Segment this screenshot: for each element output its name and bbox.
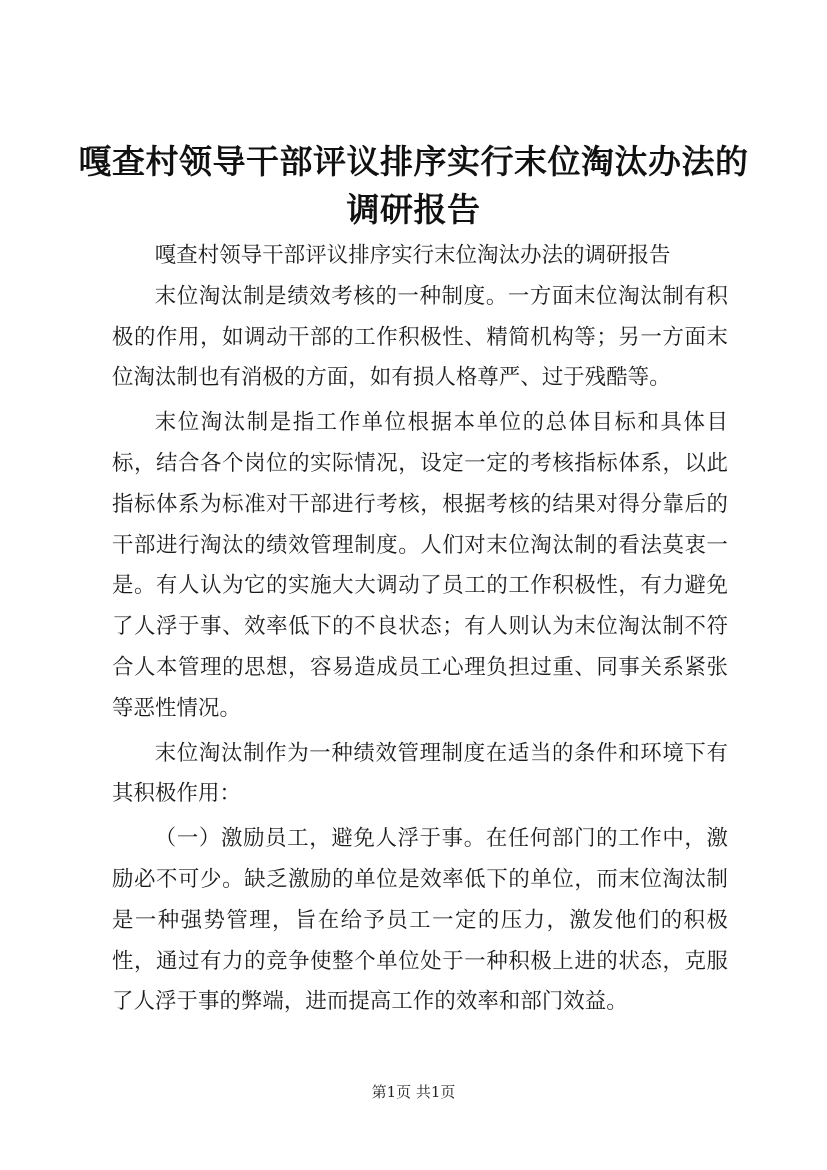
body-paragraph: 末位淘汰制是指工作单位根据本单位的总体目标和具体目标，结合各个岗位的实际情况，设定一定的考核指标体系，以此指标体系为标准对干部进行考核，根据考核的结果对得分靠后的干部进行淘汰的绩效管理制度。人们对末位淘汰制的看法莫衷一是。有人认为它的实施大大调动了员工的工作积极性，有力避免了人浮于事、效率低下的不良状态；有人则认为末位淘汰制不符合人本管理的思想，容易造成员工心理负担过重、同事关系紧张等恶性情况。 [112,410,728,721]
page-number-footer: 第1页 共1页 [371,1083,456,1101]
body-paragraph: 末位淘汰制是绩效考核的一种制度。一方面末位淘汰制有积极的作用，如调动干部的工作积极性、精简机构等；另一方面末位淘汰制也有消极的方面，如有损人格尊严、过于残酷等。 [112,283,728,391]
subtitle-paragraph: 嘎查村领导干部评议排序实行末位淘汰办法的调研报告 [154,243,671,268]
body-paragraph: 末位淘汰制作为一种绩效管理制度在适当的条件和环境下有其积极作用： [112,740,728,807]
document-title: 嘎查村领导干部评议排序实行末位淘汰办法的调研报告 [78,142,749,229]
body-paragraph: （一）激励员工，避免人浮于事。在任何部门的工作中，激励必不可少。缺乏激励的单位是效率低下的单位，而末位淘汰制是一种强势管理，旨在给予员工一定的压力，激发他们的积极性，通过有力的竞争使整个单位处于一种积极上进的状态，克服了人浮于事的弊端，进而提高工作的效率和部门效益。 [112,826,728,1015]
document-body [112,236,728,1023]
